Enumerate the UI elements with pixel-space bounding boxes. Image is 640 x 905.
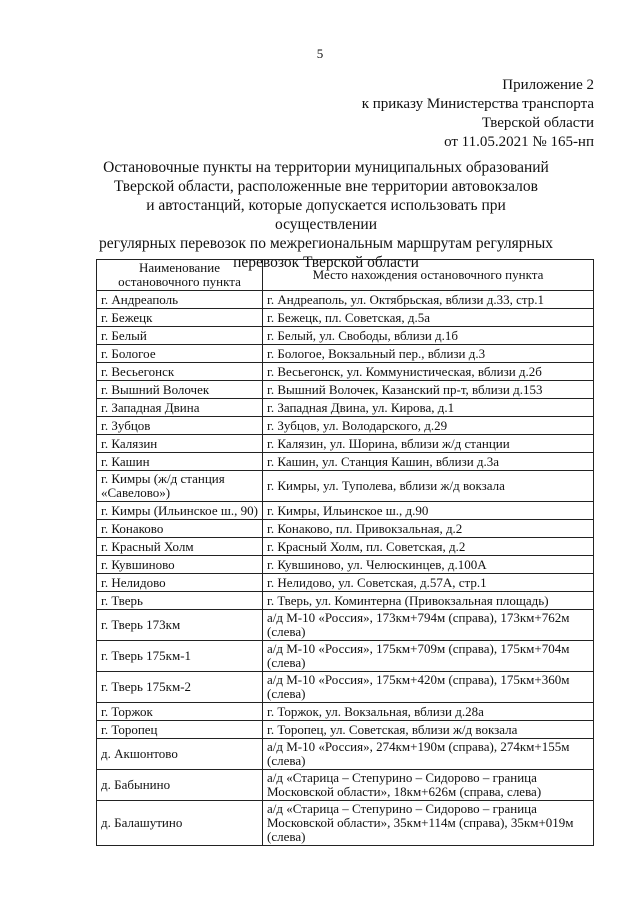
stop-name-cell-line: г. Красный Холм	[101, 538, 194, 554]
stop-name-cell-line: г. Тверь 175км-1	[101, 648, 192, 663]
table-row	[97, 345, 594, 363]
stop-place-cell	[263, 592, 594, 610]
stop-name-cell-line: г. Кимры (Ильинское ш., 90)	[101, 502, 258, 518]
stop-place-cell-line: г. Кимры, Ильинское ш., д.90	[267, 502, 429, 518]
stop-name-cell-line: г. Вышний Волочек	[101, 381, 210, 397]
table-row	[97, 417, 594, 435]
table-row	[97, 672, 594, 703]
stop-place-cell	[263, 435, 594, 453]
stop-name-cell	[97, 363, 263, 381]
stop-name-cell	[97, 399, 263, 417]
title-line: Остановочные пункты на территории муниципальных образований	[103, 159, 549, 176]
stop-place-cell-line: г. Андреаполь, ул. Октябрьская, вблизи д.33, стр.1	[267, 291, 544, 307]
stop-name-cell-line: г. Торжок	[101, 703, 153, 719]
table-row	[97, 641, 594, 672]
stop-name-cell-line: г. Зубцов	[101, 417, 151, 433]
stop-place-cell-line: г. Бежецк, пл. Советская, д.5а	[267, 309, 431, 325]
appendix-block	[362, 76, 594, 152]
stop-name-cell-line: г. Нелидово	[101, 574, 166, 590]
table-row	[97, 703, 594, 721]
stop-name-cell	[97, 453, 263, 471]
stop-name-cell-line: д. Балашутино	[101, 815, 183, 830]
stop-name-cell	[97, 502, 263, 520]
stop-place-cell-line: г. Зубцов, ул. Володарского, д.29	[267, 417, 448, 433]
stop-name-cell-line: г. Весьегонск	[101, 363, 175, 379]
table-row	[97, 721, 594, 739]
table-row	[97, 327, 594, 345]
document-title	[96, 158, 556, 272]
appendix-line: Приложение 2	[502, 77, 594, 93]
stop-place-cell-line: г. Торжок, ул. Вокзальная, вблизи д.28а	[267, 703, 484, 719]
stop-name-cell	[97, 703, 263, 721]
table-row	[97, 471, 594, 502]
table-row	[97, 538, 594, 556]
stop-place-cell-line: (слева)	[267, 624, 306, 639]
header-name-line: Наименование	[139, 260, 220, 275]
title-line: регулярных перевозок по межрегиональным маршрутам регулярных	[98, 235, 554, 252]
table-body	[97, 291, 594, 846]
stop-place-cell-line: г. Бологое, Вокзальный пер., вблизи д.3	[267, 345, 486, 361]
title-line: перевозок Тверской области	[233, 254, 419, 271]
stop-name-cell	[97, 641, 263, 672]
table-row	[97, 453, 594, 471]
stop-name-cell	[97, 435, 263, 453]
stop-place-cell-line: г. Кувшиново, ул. Челюскинцев, д.100А	[267, 556, 487, 572]
stop-name-cell-line: г. Тверь	[101, 592, 143, 608]
table-row	[97, 556, 594, 574]
stop-name-cell-line: г. Конаково	[101, 520, 164, 536]
stop-place-cell-line: г. Вышний Волочек, Казанский пр-т, вблизи д.153	[267, 381, 543, 397]
stop-place-cell	[263, 363, 594, 381]
stop-name-cell	[97, 327, 263, 345]
stop-place-cell-line: г. Кимры, ул. Туполева, вблизи ж/д вокзала	[267, 478, 505, 493]
stop-place-cell-line: (слева)	[267, 655, 306, 670]
table-row	[97, 739, 594, 770]
stop-name-cell	[97, 417, 263, 435]
table-row	[97, 309, 594, 327]
stop-name-cell-line: г. Андреаполь	[101, 291, 179, 307]
stop-place-cell	[263, 327, 594, 345]
stop-name-cell-line: г. Кашин	[101, 453, 150, 469]
stop-place-cell	[263, 502, 594, 520]
stop-place-cell-line: г. Конаково, пл. Привокзальная, д.2	[267, 520, 463, 536]
stop-name-cell	[97, 801, 263, 846]
stop-name-cell	[97, 739, 263, 770]
stop-place-cell-line: (слева)	[267, 829, 306, 844]
stop-place-cell	[263, 538, 594, 556]
stop-place-cell	[263, 291, 594, 309]
stop-name-cell-line: г. Бежецк	[101, 309, 153, 325]
stop-place-cell-line: г. Весьегонск, ул. Коммунистическая, вблизи д.2б	[267, 363, 542, 379]
stop-name-cell-line: г. Калязин	[101, 435, 158, 451]
stop-name-cell	[97, 381, 263, 399]
stop-place-cell	[263, 672, 594, 703]
stop-name-cell	[97, 538, 263, 556]
stop-place-cell	[263, 556, 594, 574]
stop-name-cell	[97, 291, 263, 309]
table-row	[97, 399, 594, 417]
stop-place-cell	[263, 801, 594, 846]
stop-name-cell-line: г. Бологое	[101, 345, 156, 361]
stop-name-cell	[97, 770, 263, 801]
stop-place-cell-line: а/д М-10 «Россия», 175км+709м (справа), 175км+704м	[267, 641, 570, 656]
stop-place-cell-line: (слева)	[267, 686, 306, 701]
stop-name-cell-line: г. Кимры (ж/д станция	[101, 471, 225, 486]
stop-place-cell-line: Московской области», 18км+626м (справа, слева)	[267, 784, 542, 799]
stop-name-cell-line: г. Кувшиново	[101, 556, 175, 572]
table-row	[97, 770, 594, 801]
title-line: Тверской области, расположенные вне территории автовокзалов	[114, 178, 538, 195]
appendix-line: к приказу Министерства транспорта	[361, 96, 594, 112]
table-row	[97, 435, 594, 453]
stop-place-cell-line: г. Белый, ул. Свободы, вблизи д.1б	[267, 327, 459, 343]
stop-name-cell	[97, 520, 263, 538]
table-row	[97, 502, 594, 520]
stop-name-cell-line: «Савелово»)	[101, 485, 171, 500]
stop-name-cell-line: г. Западная Двина	[101, 399, 200, 415]
header-place	[263, 260, 594, 291]
stop-place-cell	[263, 417, 594, 435]
stop-place-cell-line: г. Красный Холм, пл. Советская, д.2	[267, 538, 466, 554]
stop-name-cell-line: г. Торопец	[101, 721, 158, 737]
stop-place-cell	[263, 703, 594, 721]
stop-place-cell-line: г. Западная Двина, ул. Кирова, д.1	[267, 399, 455, 415]
stop-place-cell	[263, 453, 594, 471]
stop-place-cell-line: (слева)	[267, 753, 306, 768]
stop-place-cell-line: а/д «Старица – Степурино – Сидорово – граница	[267, 770, 537, 785]
title-line: и автостанций, которые допускается использовать при осуществлении	[146, 197, 506, 233]
header-name-line: остановочного пункта	[118, 274, 241, 289]
stop-name-cell-line: д. Акшонтово	[101, 746, 178, 761]
stop-name-cell	[97, 672, 263, 703]
stop-place-cell-line: г. Калязин, ул. Шорина, вблизи ж/д станции	[267, 435, 510, 451]
header-place-line: Место нахождения остановочного пункта	[312, 267, 544, 282]
stops-table	[96, 259, 594, 846]
stop-name-cell	[97, 592, 263, 610]
stop-name-cell	[97, 471, 263, 502]
stop-name-cell	[97, 574, 263, 592]
stop-place-cell-line: а/д «Старица – Степурино – Сидорово – граница	[267, 801, 537, 816]
appendix-line: от 11.05.2021 № 165-нп	[444, 134, 594, 150]
stop-place-cell-line: а/д М-10 «Россия», 173км+794м (справа), 173км+762м	[267, 610, 570, 625]
appendix-line: Тверской области	[481, 115, 594, 131]
stop-place-cell-line: Московской области», 35км+114м (справа), 35км+019м	[267, 815, 574, 830]
page-number: 5	[316, 46, 324, 61]
stop-place-cell-line: а/д М-10 «Россия», 274км+190м (справа), 274км+155м	[267, 739, 570, 754]
stop-name-cell-line: г. Тверь 173км	[101, 617, 181, 632]
stop-place-cell	[263, 345, 594, 363]
table-row	[97, 574, 594, 592]
table-row	[97, 592, 594, 610]
stop-place-cell-line: г. Торопец, ул. Советская, вблизи ж/д вокзала	[267, 721, 518, 737]
table-header-row	[97, 260, 594, 291]
stop-place-cell-line: г. Нелидово, ул. Советская, д.57А, стр.1	[267, 574, 487, 590]
stop-name-cell-line: г. Белый	[101, 327, 147, 343]
stop-name-cell	[97, 556, 263, 574]
table-row	[97, 291, 594, 309]
stop-place-cell	[263, 471, 594, 502]
table-row	[97, 363, 594, 381]
stop-place-cell	[263, 574, 594, 592]
stop-place-cell	[263, 770, 594, 801]
stop-name-cell	[97, 610, 263, 641]
stop-place-cell-line: г. Тверь, ул. Коминтерна (Привокзальная площадь)	[267, 592, 549, 608]
table-row	[97, 520, 594, 538]
stop-place-cell	[263, 739, 594, 770]
stop-place-cell	[263, 399, 594, 417]
stop-place-cell	[263, 721, 594, 739]
stop-name-cell-line: д. Бабынино	[101, 777, 171, 792]
stop-name-cell	[97, 345, 263, 363]
stop-name-cell	[97, 721, 263, 739]
stop-place-cell	[263, 610, 594, 641]
stop-place-cell-line: а/д М-10 «Россия», 175км+420м (справа), 175км+360м	[267, 672, 570, 687]
stop-place-cell	[263, 381, 594, 399]
stop-place-cell	[263, 641, 594, 672]
stop-place-cell-line: г. Кашин, ул. Станция Кашин, вблизи д.3а	[267, 453, 500, 469]
stop-name-cell-line: г. Тверь 175км-2	[101, 679, 192, 694]
table-row	[97, 801, 594, 846]
stop-place-cell	[263, 309, 594, 327]
stop-place-cell	[263, 520, 594, 538]
table-row	[97, 610, 594, 641]
table-row	[97, 381, 594, 399]
stop-name-cell	[97, 309, 263, 327]
header-name	[97, 260, 263, 291]
